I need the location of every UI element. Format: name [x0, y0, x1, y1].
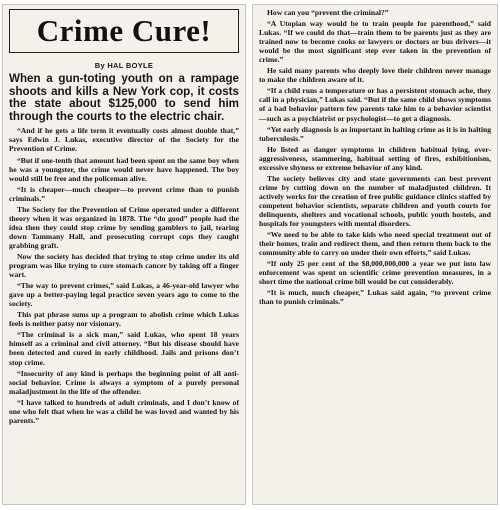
paragraph: The Society for the Prevention of Crime operated under a different theory when it was organized in 1878. The “do good” people had the idea then they could stop crime by sending gamblers to jail, tearing down Tammany Hall, and prosecuting corrupt cops they caught grabbing graft. — [9, 204, 239, 250]
paragraph: “Yet early diagnosis is as important in halting crime as it is in halting tuberculosis.” — [259, 124, 491, 143]
paragraph: He said many parents who deeply love their children never manage to make the children aware of it. — [259, 66, 491, 85]
paragraph: “It is cheaper—much cheaper—to prevent crime than to punish criminals.” — [9, 184, 239, 203]
right-body-text — [253, 5, 497, 306]
paragraph: “If a child runs a temperature or has a persistent stomach ache, they call in a physician,” Lukas said. “But if the same child shows symptoms of a bad behavior pattern few parents take him to a behavior scientist—such as a psychiatrist or psychologist—to get a diagnosis. — [259, 86, 491, 123]
paragraph: “We need to be able to take kids who need special treatment out of their homes, train and redirect them, and then return them back to the community able to carry on under their own efforts,” said Lukas. — [259, 230, 491, 258]
paragraph: “The criminal is a sick man,” said Lukas, who spent 18 years himself as a criminal and civil attorney. “But his disease should have been detected and cured in early childhood. Jails and prisons don’t stop crime. — [9, 330, 239, 367]
byline: By HAL BOYLE — [94, 61, 154, 70]
paragraph: “It is much, much cheaper,” Lukas said again, “to prevent crime than to punish criminals.” — [259, 288, 491, 307]
headline-box — [9, 9, 239, 53]
paragraph: “Insecurity of any kind is perhaps the beginning point of all anti-social behavior. Crime is always a symptom of a purely personal maladjustment in the life of the offender. — [9, 368, 239, 396]
paragraph: Now the society has decided that trying to stop crime under its old program was like trying to cure stomach cancer by taking off a finger wart. — [9, 251, 239, 280]
paragraph: How can you “prevent the criminal?” — [267, 8, 389, 17]
paragraph: “A Utopian way would be to train people for parenthood,” said Lukas. “If we could do that—train them to be parents just as they are trained now to become cooks or lawyers or doctors or bus drivers—it would be the most significant step ever taken in the prevention of crime.” — [259, 19, 491, 65]
paragraph: “I have talked to hundreds of adult criminals, and I don’t know of one who felt that when he was a child he was loved and wanted by his parents.” — [9, 397, 239, 425]
paragraph: The society believes city and state governments can best prevent crime by cutting down on the number of maladjusted children. It actively works for the creation of free public guidance clinics staffed by competent behavior scientists, separate children and youth courts for delinquents, shelters and vocational schools, public youth hostels, and hospitals for youngsters with mental disorders. — [259, 173, 491, 229]
paragraph: “And if he gets a life term it eventually costs almost double that,” says Edwin J. Lukas, executive director of the Society for the Prevention of Crime. — [9, 126, 239, 154]
left-body-text — [3, 126, 245, 424]
paragraph: “But if one-tenth that amount had been spent on the same boy when he was a youngster, the crime would never have happened. The boy would still be free and the policeman alive. — [9, 155, 239, 183]
headline: Crime Cure! — [36, 13, 212, 48]
lead-paragraph: When a gun-toting youth on a rampage shoots and kills a New York cop, it costs the state about $125,000 to send him through the courts to the electric chair. — [9, 72, 239, 123]
paragraph: He listed as danger symptoms in children habitual lying, over-aggressiveness, stammering, habitual setting of fires, exhibitionism, excessive shyness or extreme behavior of any kind. — [259, 144, 491, 172]
right-column — [252, 4, 498, 505]
left-column — [2, 4, 246, 505]
paragraph: This pat phrase sums up a program to abolish crime which Lukas feels is neither patsy nor visionary. — [9, 310, 239, 329]
paragraph: “The way to prevent crimes,” said Lukas, a 46-year-old lawyer who gave up a better-paying legal practice seven years ago to come to the society. — [9, 281, 239, 309]
paragraph: “If only 25 per cent of the $8,000,000,000 a year we put into law enforcement was spent on scientific crime prevention measures, in a short time the national crime bill would be cut considerably. — [259, 259, 491, 287]
